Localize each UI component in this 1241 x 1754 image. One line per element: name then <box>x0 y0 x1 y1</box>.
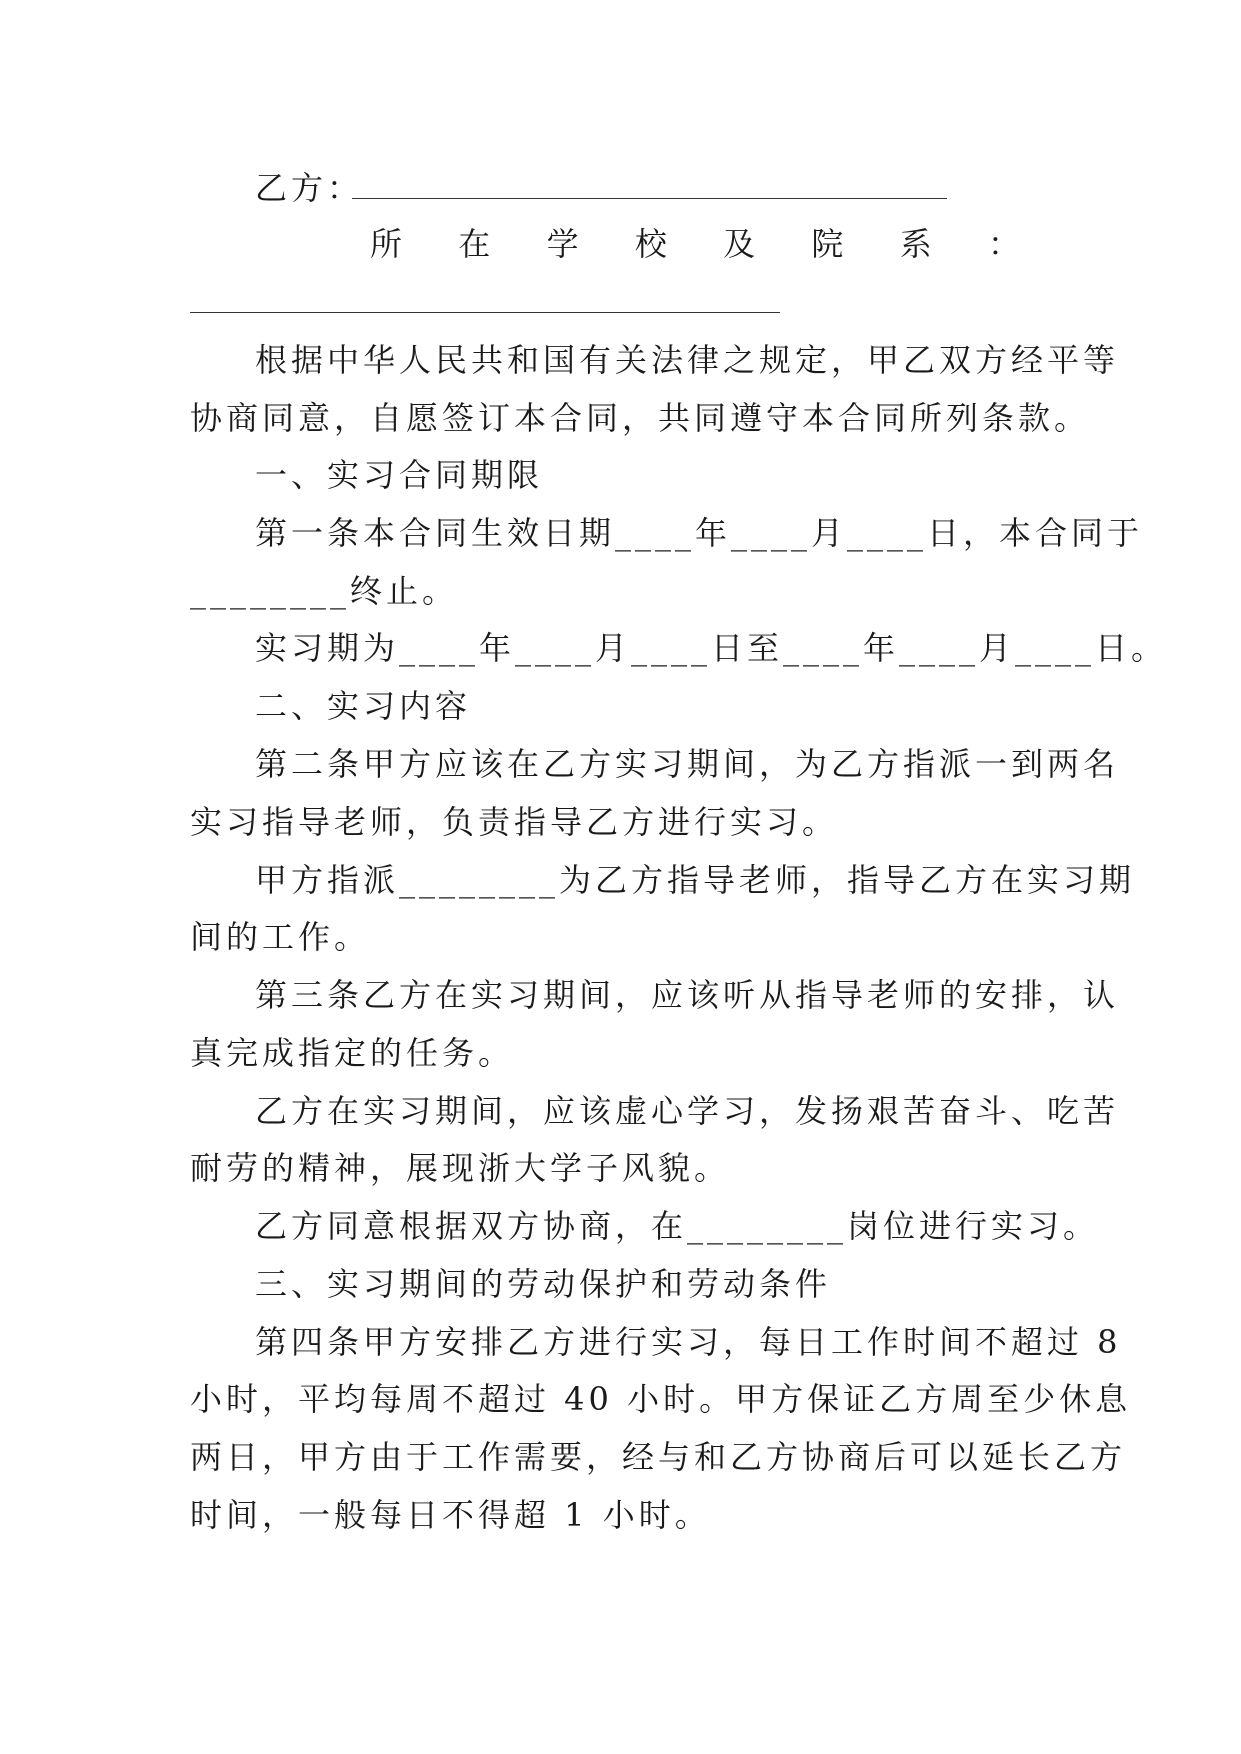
paragraph-line: 协商同意，自愿签订本合同，共同遵守本合同所列条款。 <box>190 399 1091 437</box>
school-char: 系 <box>899 225 932 263</box>
paragraph-line: 真完成指定的任务。 <box>190 1034 515 1072</box>
paragraph-line: 间的工作。 <box>190 918 371 956</box>
school-char: ： <box>987 225 1020 263</box>
school-char: 院 <box>811 225 844 263</box>
paragraph-line: 第三条乙方在实习期间，应该听从指导老师的安排，认 <box>255 976 1120 1014</box>
school-char: 及 <box>723 225 756 263</box>
paragraph-line: 两日，甲方由于工作需要，经与和乙方协商后可以延长乙方 <box>190 1438 1127 1476</box>
paragraph-line: 小时，平均每周不超过 40 小时。甲方保证乙方周至少休息 <box>190 1380 1132 1418</box>
paragraph-line: 乙方同意根据双方协商，在________岗位进行实习。 <box>255 1207 1100 1245</box>
party-b-label: 乙方： <box>255 169 364 207</box>
school-char: 所 <box>370 225 403 263</box>
school-char: 学 <box>546 225 579 263</box>
paragraph-line: 第二条甲方应该在乙方实习期间，为乙方指派一到两名 <box>255 745 1120 783</box>
paragraph-line: 时间，一般每日不得超 1 小时。 <box>190 1496 711 1534</box>
school-department-blank <box>190 312 780 313</box>
section-heading: 三、实习期间的劳动保护和劳动条件 <box>255 1265 832 1303</box>
paragraph-line: 实习期为____年____月____日至____年____月____日。 <box>255 629 1168 667</box>
paragraph-line: 根据中华人民共和国有关法律之规定，甲乙双方经平等 <box>255 341 1120 379</box>
paragraph-line: ________终止。 <box>190 572 459 610</box>
section-heading: 一、实习合同期限 <box>255 456 544 494</box>
section-heading: 二、实习内容 <box>255 687 472 725</box>
school-department-label <box>370 224 1020 264</box>
party-b-blank <box>352 198 947 199</box>
paragraph-line: 实习指导老师，负责指导乙方进行实习。 <box>190 803 839 841</box>
paragraph-line: 乙方在实习期间，应该虚心学习，发扬艰苦奋斗、吃苦 <box>255 1092 1120 1130</box>
paragraph-line: 第一条本合同生效日期____年____月____日，本合同于 <box>255 514 1144 552</box>
paragraph-line: 第四条甲方安排乙方进行实习，每日工作时间不超过 8 <box>255 1323 1122 1361</box>
school-char: 校 <box>634 225 667 263</box>
paragraph-line: 耐劳的精神，展现浙大学子风貌。 <box>190 1149 731 1187</box>
school-char: 在 <box>458 225 491 263</box>
paragraph-line: 甲方指派________为乙方指导老师，指导乙方在实习期 <box>255 861 1136 899</box>
